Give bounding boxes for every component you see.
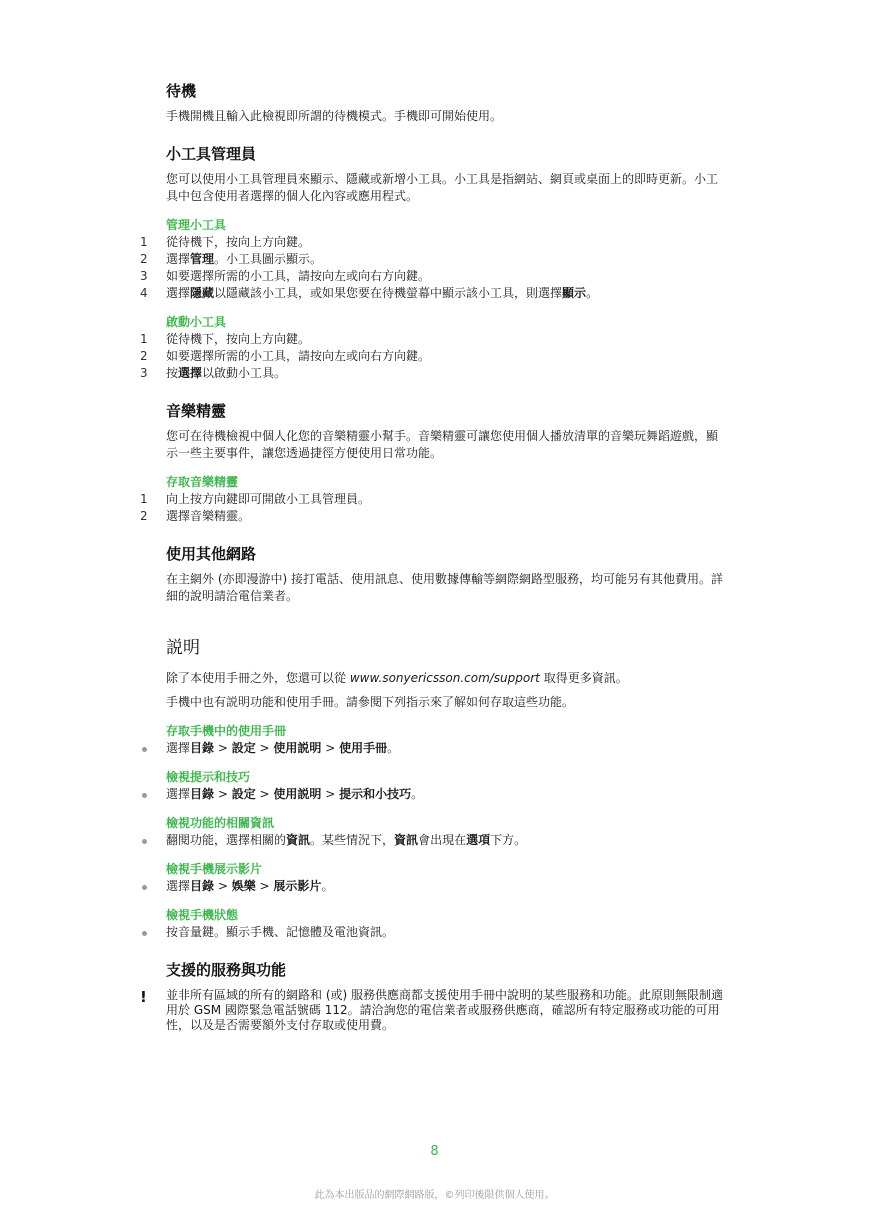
step-text: 以隱藏該小工具，或如果您要在待機螢幕中顯示該小工具，則選擇 xyxy=(214,286,563,300)
step-text: 如要選擇所需的小工具，請按向左或向右方向鍵。 xyxy=(166,349,431,363)
help-intro xyxy=(166,670,726,687)
menu-term: 管理 xyxy=(190,252,215,266)
section-title-supported-services: 支援的服務與功能 xyxy=(166,961,287,979)
list-item xyxy=(140,365,726,382)
bullet-dot xyxy=(142,931,147,936)
menu-term: 資訊 xyxy=(286,833,311,847)
section-title-help: 説明 xyxy=(166,638,200,658)
menu-term: 選項 xyxy=(466,833,491,847)
step-text: 選擇 xyxy=(166,252,191,266)
step-text: 按音量鍵。顯示手機、記憶體及電池資訊。 xyxy=(166,925,395,939)
step-text: 下方。 xyxy=(490,833,527,847)
manage-widgets-steps xyxy=(140,234,726,302)
section-title-standby: 待機 xyxy=(166,82,197,100)
section-other-networks xyxy=(166,543,726,605)
step-text: 選擇 xyxy=(166,879,191,893)
page-number: 8 xyxy=(430,1144,439,1159)
step-text: 會出現在 xyxy=(418,833,467,847)
section-music-mate xyxy=(140,400,726,525)
step-text: 按 xyxy=(166,366,179,380)
function-info-list xyxy=(166,832,726,849)
step-text: 從待機下，按向上方向鍵。 xyxy=(166,332,311,346)
help-intro-text: 取得更多資訊。 xyxy=(539,671,628,685)
start-widget-steps xyxy=(140,331,726,382)
menu-term: 使用説明 xyxy=(273,787,322,801)
warning-text: 並非所有區域的所有的網路和 (或) 服務供應商都支援使用手冊中說明的某些服務和功能。此原則無限制適用於 GSM 國際緊急電話號碼 112。請洽詢您的電信業者或服務供應商，確認所有特定服務或功能的可用性，以及是否需要額外支付存取或使用費。 xyxy=(166,988,723,1032)
footer-note: 此為本出版品的網際網路版，©列印後限供個人使用。 xyxy=(314,1190,555,1201)
bullet-dot xyxy=(142,793,147,798)
step-number: 2 xyxy=(140,252,148,266)
phone-status-list xyxy=(166,924,726,941)
subheading-function-info: 檢視功能的相關資訊 xyxy=(166,816,275,830)
step-text: > xyxy=(321,741,340,755)
step-text: 。小工具圖示顯示。 xyxy=(214,252,323,266)
subheading-manage-widgets: 管理小工具 xyxy=(166,218,227,232)
step-number: 3 xyxy=(140,269,148,283)
step-text: 。某些情況下， xyxy=(310,833,395,847)
exclamation-icon: ! xyxy=(140,988,147,1006)
step-text: 選擇音樂精靈。 xyxy=(166,509,251,523)
list-item xyxy=(140,491,726,508)
step-text: 向上按方向鍵即可開啟小工具管理員。 xyxy=(166,492,371,506)
help-intro-text: 除了本使用手冊之外，您還可以從 xyxy=(166,671,350,685)
bullet-dot xyxy=(142,885,147,890)
list-item xyxy=(166,740,726,757)
menu-term: 目錄 xyxy=(190,741,215,755)
step-text: 如要選擇所需的小工具，請按向左或向右方向鍵。 xyxy=(166,269,431,283)
menu-term: 資訊 xyxy=(394,833,419,847)
other-networks-body: 在主網外 (亦即漫游中) 接打電話、使用訊息、使用數據傳輸等網際網路型服務，均可能另有其他費用。詳細的說明請洽電信業者。 xyxy=(166,572,723,603)
menu-term: 設定 xyxy=(231,741,256,755)
step-text: > xyxy=(255,879,274,893)
menu-term: 設定 xyxy=(231,787,256,801)
menu-term: 使用説明 xyxy=(273,741,322,755)
list-item xyxy=(140,268,726,285)
step-number: 4 xyxy=(140,286,148,300)
section-title-other-networks: 使用其他網路 xyxy=(166,545,257,563)
support-url-link[interactable]: www.sonyericsson.com/support xyxy=(349,671,540,685)
step-text: 選擇 xyxy=(166,741,191,755)
section-supported-services xyxy=(140,959,726,1033)
step-number: 1 xyxy=(140,332,148,346)
list-item xyxy=(166,924,726,941)
step-number: 1 xyxy=(140,235,148,249)
step-text: 。 xyxy=(586,286,599,300)
subheading-phone-status: 檢視手機狀態 xyxy=(166,908,239,922)
access-music-mate-steps xyxy=(140,491,726,525)
page-content xyxy=(140,80,726,1033)
menu-term: 使用手冊 xyxy=(339,741,388,755)
subheading-tips-tricks: 檢視提示和技巧 xyxy=(166,770,251,784)
section-title-widget-manager: 小工具管理員 xyxy=(166,145,257,163)
step-number: 2 xyxy=(140,509,148,523)
step-text: 選擇 xyxy=(166,286,191,300)
step-text: 。 xyxy=(387,741,400,755)
list-item xyxy=(140,285,726,302)
list-item xyxy=(140,508,726,525)
list-item xyxy=(166,786,726,803)
section-widget-manager xyxy=(140,143,726,382)
section-standby xyxy=(166,80,726,125)
menu-term: 提示和小技巧 xyxy=(339,787,412,801)
subheading-demo-video: 檢視手機展示影片 xyxy=(166,862,263,876)
step-text: 選擇 xyxy=(166,787,191,801)
step-text: > xyxy=(214,741,232,755)
menu-term: 目錄 xyxy=(190,879,215,893)
step-text: > xyxy=(255,741,274,755)
step-number: 3 xyxy=(140,366,148,380)
tips-tricks-list xyxy=(166,786,726,803)
bullet-dot xyxy=(142,839,147,844)
subheading-access-user-guide: 存取手機中的使用手冊 xyxy=(166,724,287,738)
step-number: 2 xyxy=(140,349,148,363)
list-item xyxy=(166,832,726,849)
step-text: 。 xyxy=(321,879,334,893)
menu-term: 隱藏 xyxy=(190,286,215,300)
menu-term: 選擇 xyxy=(178,366,203,380)
step-number: 1 xyxy=(140,492,148,506)
access-user-guide-list xyxy=(166,740,726,757)
list-item xyxy=(140,331,726,348)
music-mate-body: 您可在待機檢視中個人化您的音樂精靈小幫手。音樂精靈可讓您使用個人播放清單的音樂玩舞蹈遊戲，顯示一些主要事件，讓您透過捷徑方便使用日常功能。 xyxy=(166,429,719,460)
step-text: 翻閱功能，選擇相關的 xyxy=(166,833,287,847)
warning-note xyxy=(140,988,726,1033)
section-title-music-mate: 音樂精靈 xyxy=(166,402,227,420)
menu-term: 目錄 xyxy=(190,787,215,801)
standby-body: 手機開機且輸入此檢視即所謂的待機模式。手機即可開始使用。 xyxy=(166,109,503,123)
step-text: > xyxy=(214,787,232,801)
list-item xyxy=(166,878,726,895)
bullet-dot xyxy=(142,747,147,752)
list-item xyxy=(140,234,726,251)
demo-video-list xyxy=(166,878,726,895)
menu-term: 顯示 xyxy=(562,286,587,300)
step-text: 。 xyxy=(411,787,424,801)
help-intro-2: 手機中也有説明功能和使用手冊。請參閱下列指示來了解如何存取這些功能。 xyxy=(166,695,575,709)
list-item xyxy=(140,251,726,268)
step-text: 以啟動小工具。 xyxy=(202,366,287,380)
widget-manager-body: 您可以使用小工具管理員來顯示、隱藏或新增小工具。小工具是指網站、網頁或桌面上的即時更新。小工具中包含使用者選擇的個人化內容或應用程式。 xyxy=(166,172,719,203)
step-text: > xyxy=(255,787,274,801)
step-text: > xyxy=(214,879,232,893)
subheading-start-widget: 啟動小工具 xyxy=(166,315,227,329)
step-text: 從待機下，按向上方向鍵。 xyxy=(166,235,311,249)
section-help xyxy=(166,633,726,941)
menu-term: 展示影片 xyxy=(273,879,322,893)
step-text: > xyxy=(321,787,340,801)
list-item xyxy=(140,348,726,365)
subheading-access-music-mate: 存取音樂精靈 xyxy=(166,475,239,489)
menu-term: 娛樂 xyxy=(231,879,256,893)
